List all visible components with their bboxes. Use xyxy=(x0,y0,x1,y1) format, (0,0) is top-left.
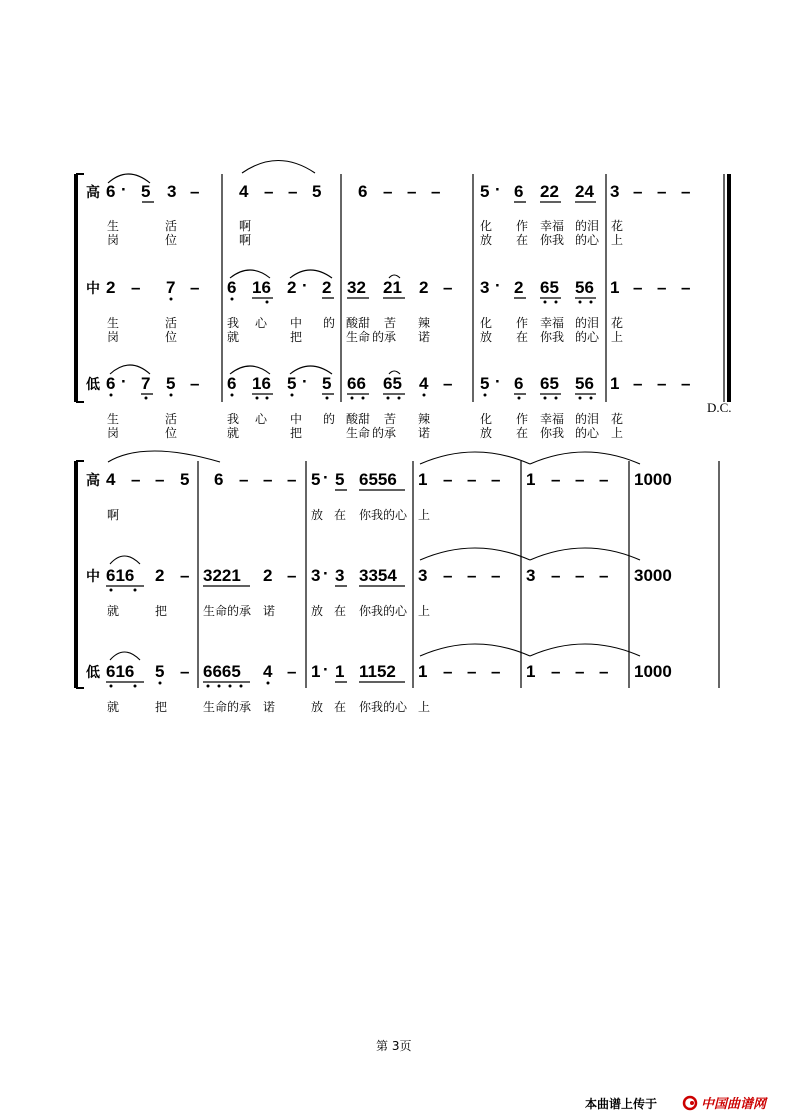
svg-text:22: 22 xyxy=(540,182,559,201)
svg-text:花: 花 xyxy=(611,412,624,426)
mid-lyrics-2 xyxy=(107,603,430,618)
high-notes-1 xyxy=(106,180,690,201)
part-label-high-2: 高 xyxy=(86,473,100,489)
svg-text:–: – xyxy=(287,470,297,489)
svg-text:5: 5 xyxy=(322,374,332,393)
svg-text:位: 位 xyxy=(165,233,178,247)
svg-text:7: 7 xyxy=(141,374,151,393)
svg-text:–: – xyxy=(443,374,453,393)
part-label-low-2: 低 xyxy=(86,665,100,681)
svg-text:3: 3 xyxy=(418,566,428,585)
svg-text:–: – xyxy=(491,470,501,489)
svg-text:的: 的 xyxy=(323,316,336,330)
svg-text:的承: 的承 xyxy=(372,330,397,344)
svg-text:–: – xyxy=(467,662,477,681)
svg-text:·: · xyxy=(323,564,329,583)
system-2 xyxy=(76,451,719,714)
svg-text:5: 5 xyxy=(180,470,190,489)
svg-text:–: – xyxy=(431,182,441,201)
svg-text:你我: 你我 xyxy=(540,233,565,247)
svg-text:辣: 辣 xyxy=(418,316,431,330)
svg-text:·: · xyxy=(323,660,329,679)
svg-text:–: – xyxy=(551,566,561,585)
svg-text:4: 4 xyxy=(239,182,249,201)
svg-text:–: – xyxy=(264,182,274,201)
svg-text:中: 中 xyxy=(290,412,303,426)
svg-text:上: 上 xyxy=(418,508,431,522)
svg-text:3: 3 xyxy=(311,566,321,585)
svg-text:6: 6 xyxy=(227,278,237,297)
svg-text:6665: 6665 xyxy=(203,662,241,681)
page-number: 第 3页 xyxy=(376,1039,412,1053)
svg-text:–: – xyxy=(467,566,477,585)
svg-text:你我的心: 你我的心 xyxy=(359,700,408,714)
svg-text:辣: 辣 xyxy=(418,412,431,426)
svg-text:2: 2 xyxy=(155,566,165,585)
svg-text:–: – xyxy=(383,182,393,201)
svg-text:65: 65 xyxy=(540,374,559,393)
svg-text:3354: 3354 xyxy=(359,566,397,585)
svg-text:把: 把 xyxy=(290,330,303,344)
svg-text:的承: 的承 xyxy=(372,426,397,440)
svg-text:作: 作 xyxy=(516,219,529,233)
svg-text:–: – xyxy=(599,470,609,489)
svg-text:在: 在 xyxy=(334,604,347,618)
svg-text:在: 在 xyxy=(516,330,529,344)
svg-text:就: 就 xyxy=(227,330,240,344)
svg-text:6: 6 xyxy=(514,182,524,201)
svg-text:中: 中 xyxy=(290,316,303,330)
svg-text:6: 6 xyxy=(227,374,237,393)
svg-text:–: – xyxy=(443,278,453,297)
svg-text:65: 65 xyxy=(383,374,402,393)
svg-text:·: · xyxy=(302,276,308,295)
svg-text:上: 上 xyxy=(611,330,624,344)
svg-text:1: 1 xyxy=(526,662,536,681)
svg-text:–: – xyxy=(131,470,141,489)
svg-text:–: – xyxy=(467,470,477,489)
svg-text:·: · xyxy=(302,372,308,391)
svg-text:就: 就 xyxy=(107,700,120,714)
low-lyrics-1 xyxy=(107,411,623,440)
svg-text:放: 放 xyxy=(480,233,493,247)
svg-text:把: 把 xyxy=(290,426,303,440)
svg-text:心: 心 xyxy=(255,412,268,426)
svg-text:2: 2 xyxy=(263,566,273,585)
svg-text:苦: 苦 xyxy=(384,316,397,330)
svg-text:酸甜: 酸甜 xyxy=(346,316,371,330)
svg-text:·: · xyxy=(495,276,501,295)
svg-text:岗: 岗 xyxy=(107,330,120,344)
svg-text:在: 在 xyxy=(334,700,347,714)
svg-text:酸甜: 酸甜 xyxy=(346,412,371,426)
svg-text:·: · xyxy=(323,468,329,487)
svg-text:我: 我 xyxy=(227,316,240,330)
svg-text:5: 5 xyxy=(287,374,297,393)
svg-text:–: – xyxy=(239,470,249,489)
svg-text:生命的承: 生命的承 xyxy=(203,604,252,618)
svg-text:1152: 1152 xyxy=(359,662,396,681)
svg-text:把: 把 xyxy=(155,604,168,618)
svg-text:1: 1 xyxy=(610,278,620,297)
low-lyrics-2 xyxy=(107,699,430,714)
svg-text:2: 2 xyxy=(106,278,116,297)
svg-text:4: 4 xyxy=(263,662,273,681)
svg-text:65: 65 xyxy=(540,278,559,297)
svg-text:–: – xyxy=(681,374,691,393)
svg-text:位: 位 xyxy=(165,330,178,344)
svg-text:生命: 生命 xyxy=(346,330,371,344)
site-name: 中国曲谱网 xyxy=(701,1097,767,1112)
svg-text:616: 616 xyxy=(106,662,135,681)
svg-text:1000: 1000 xyxy=(634,662,672,681)
svg-text:–: – xyxy=(190,374,200,393)
svg-text:6: 6 xyxy=(358,182,368,201)
svg-text:3: 3 xyxy=(610,182,620,201)
svg-text:–: – xyxy=(633,374,643,393)
svg-text:–: – xyxy=(633,182,643,201)
svg-text:作: 作 xyxy=(516,412,529,426)
site-logo-icon xyxy=(684,1097,696,1109)
svg-text:–: – xyxy=(551,662,561,681)
svg-text:2: 2 xyxy=(287,278,297,297)
svg-text:–: – xyxy=(657,278,667,297)
svg-text:就: 就 xyxy=(227,426,240,440)
svg-text:上: 上 xyxy=(418,700,431,714)
svg-text:活: 活 xyxy=(165,316,178,330)
svg-text:–: – xyxy=(155,470,165,489)
svg-text:1: 1 xyxy=(418,662,428,681)
svg-text:上: 上 xyxy=(611,233,624,247)
mid-notes-1 xyxy=(106,276,690,297)
svg-text:我: 我 xyxy=(227,412,240,426)
low-notes-1 xyxy=(106,372,690,393)
svg-text:岗: 岗 xyxy=(107,426,120,440)
svg-text:4: 4 xyxy=(419,374,429,393)
svg-text:的泪: 的泪 xyxy=(575,316,600,330)
svg-text:66: 66 xyxy=(347,374,366,393)
svg-text:生: 生 xyxy=(107,412,120,426)
svg-text:–: – xyxy=(288,182,298,201)
svg-text:1: 1 xyxy=(335,662,345,681)
svg-text:生命的承: 生命的承 xyxy=(203,700,252,714)
svg-text:3: 3 xyxy=(480,278,490,297)
svg-text:–: – xyxy=(443,470,453,489)
high-lyrics-1 xyxy=(107,218,623,247)
svg-text:–: – xyxy=(657,182,667,201)
svg-text:2: 2 xyxy=(322,278,332,297)
svg-text:把: 把 xyxy=(155,700,168,714)
svg-text:6: 6 xyxy=(514,374,524,393)
svg-text:–: – xyxy=(575,662,585,681)
svg-text:3221: 3221 xyxy=(203,566,241,585)
part-label-mid-2: 中 xyxy=(86,569,100,585)
svg-text:·: · xyxy=(495,372,501,391)
svg-text:幸福: 幸福 xyxy=(540,316,565,330)
svg-text:–: – xyxy=(443,662,453,681)
svg-text:–: – xyxy=(575,470,585,489)
svg-text:·: · xyxy=(121,180,127,199)
svg-text:花: 花 xyxy=(611,219,624,233)
svg-text:生命: 生命 xyxy=(346,426,371,440)
svg-text:在: 在 xyxy=(516,426,529,440)
svg-text:6: 6 xyxy=(106,374,116,393)
high-lyrics-2 xyxy=(107,507,430,522)
svg-text:你我: 你我 xyxy=(540,330,565,344)
svg-text:–: – xyxy=(263,470,273,489)
svg-text:1000: 1000 xyxy=(634,470,672,489)
svg-text:5: 5 xyxy=(480,182,490,201)
svg-text:–: – xyxy=(407,182,417,201)
svg-text:苦: 苦 xyxy=(384,412,397,426)
svg-text:的心: 的心 xyxy=(575,426,600,440)
svg-text:的: 的 xyxy=(323,412,336,426)
part-label-mid: 中 xyxy=(86,281,100,297)
mid-notes-2 xyxy=(106,564,672,585)
svg-text:–: – xyxy=(681,278,691,297)
svg-text:6556: 6556 xyxy=(359,470,397,489)
part-label-low: 低 xyxy=(86,377,100,393)
svg-text:啊: 啊 xyxy=(239,233,252,247)
mid-lyrics-1 xyxy=(107,315,623,344)
svg-text:1: 1 xyxy=(311,662,321,681)
svg-text:–: – xyxy=(190,278,200,297)
svg-text:24: 24 xyxy=(575,182,594,201)
svg-text:放: 放 xyxy=(311,604,324,618)
svg-text:5: 5 xyxy=(166,374,176,393)
svg-text:化: 化 xyxy=(480,412,493,426)
svg-text:–: – xyxy=(681,182,691,201)
svg-text:放: 放 xyxy=(480,330,493,344)
svg-text:1: 1 xyxy=(418,470,428,489)
svg-text:生: 生 xyxy=(107,219,120,233)
svg-text:–: – xyxy=(491,662,501,681)
svg-text:生: 生 xyxy=(107,316,120,330)
svg-text:5: 5 xyxy=(155,662,165,681)
svg-text:56: 56 xyxy=(575,278,594,297)
svg-text:的泪: 的泪 xyxy=(575,219,600,233)
svg-text:诺: 诺 xyxy=(263,700,276,714)
svg-text:活: 活 xyxy=(165,219,178,233)
svg-text:–: – xyxy=(657,374,667,393)
svg-text:心: 心 xyxy=(255,316,268,330)
svg-text:5: 5 xyxy=(335,470,345,489)
svg-text:在: 在 xyxy=(516,233,529,247)
svg-text:–: – xyxy=(287,662,297,681)
high-notes-2 xyxy=(106,468,672,489)
svg-text:–: – xyxy=(633,278,643,297)
svg-text:你我的心: 你我的心 xyxy=(359,508,408,522)
svg-text:2: 2 xyxy=(514,278,524,297)
svg-text:16: 16 xyxy=(252,374,271,393)
svg-text:放: 放 xyxy=(480,426,493,440)
svg-text:诺: 诺 xyxy=(418,330,431,344)
svg-text:5: 5 xyxy=(141,182,151,201)
svg-text:1: 1 xyxy=(610,374,620,393)
svg-text:放: 放 xyxy=(311,508,324,522)
svg-text:–: – xyxy=(575,566,585,585)
svg-text:你我的心: 你我的心 xyxy=(359,604,408,618)
svg-text:56: 56 xyxy=(575,374,594,393)
svg-text:5: 5 xyxy=(311,470,321,489)
system-1 xyxy=(76,161,732,441)
svg-text:放: 放 xyxy=(311,700,324,714)
svg-text:6: 6 xyxy=(106,182,116,201)
svg-text:–: – xyxy=(190,182,200,201)
svg-text:化: 化 xyxy=(480,316,493,330)
svg-text:2: 2 xyxy=(419,278,429,297)
svg-text:你我: 你我 xyxy=(540,426,565,440)
svg-text:–: – xyxy=(599,566,609,585)
svg-text:21: 21 xyxy=(383,278,402,297)
dc-mark: D.C. xyxy=(707,400,732,415)
svg-text:–: – xyxy=(551,470,561,489)
svg-text:–: – xyxy=(131,278,141,297)
svg-text:位: 位 xyxy=(165,426,178,440)
svg-text:啊: 啊 xyxy=(107,508,120,522)
upload-text: 本曲谱上传于 xyxy=(585,1097,658,1111)
svg-text:就: 就 xyxy=(107,604,120,618)
part-label-high: 高 xyxy=(86,185,100,201)
svg-text:诺: 诺 xyxy=(418,426,431,440)
svg-text:上: 上 xyxy=(611,426,624,440)
svg-text:1: 1 xyxy=(526,470,536,489)
svg-text:·: · xyxy=(121,372,127,391)
svg-text:–: – xyxy=(180,662,190,681)
svg-text:5: 5 xyxy=(312,182,322,201)
svg-text:–: – xyxy=(491,566,501,585)
svg-text:幸福: 幸福 xyxy=(540,412,565,426)
svg-text:3: 3 xyxy=(526,566,536,585)
svg-text:的心: 的心 xyxy=(575,233,600,247)
svg-text:化: 化 xyxy=(480,219,493,233)
svg-text:幸福: 幸福 xyxy=(540,219,565,233)
svg-text:–: – xyxy=(599,662,609,681)
svg-text:活: 活 xyxy=(165,412,178,426)
svg-text:·: · xyxy=(495,180,501,199)
svg-text:–: – xyxy=(443,566,453,585)
svg-text:诺: 诺 xyxy=(263,604,276,618)
svg-text:的泪: 的泪 xyxy=(575,412,600,426)
svg-text:–: – xyxy=(287,566,297,585)
svg-text:在: 在 xyxy=(334,508,347,522)
svg-text:啊: 啊 xyxy=(239,219,252,233)
svg-text:3: 3 xyxy=(167,182,177,201)
footer xyxy=(585,1096,769,1112)
svg-text:616: 616 xyxy=(106,566,135,585)
svg-text:32: 32 xyxy=(347,278,366,297)
svg-text:–: – xyxy=(180,566,190,585)
svg-text:上: 上 xyxy=(418,604,431,618)
svg-text:16: 16 xyxy=(252,278,271,297)
svg-text:5: 5 xyxy=(480,374,490,393)
low-notes-2 xyxy=(106,660,672,681)
svg-text:岗: 岗 xyxy=(107,233,120,247)
svg-text:3000: 3000 xyxy=(634,566,672,585)
svg-text:作: 作 xyxy=(516,316,529,330)
svg-text:7: 7 xyxy=(166,278,176,297)
svg-text:6: 6 xyxy=(214,470,224,489)
svg-text:的心: 的心 xyxy=(575,330,600,344)
svg-text:花: 花 xyxy=(611,316,624,330)
svg-text:3: 3 xyxy=(335,566,345,585)
svg-text:4: 4 xyxy=(106,470,116,489)
